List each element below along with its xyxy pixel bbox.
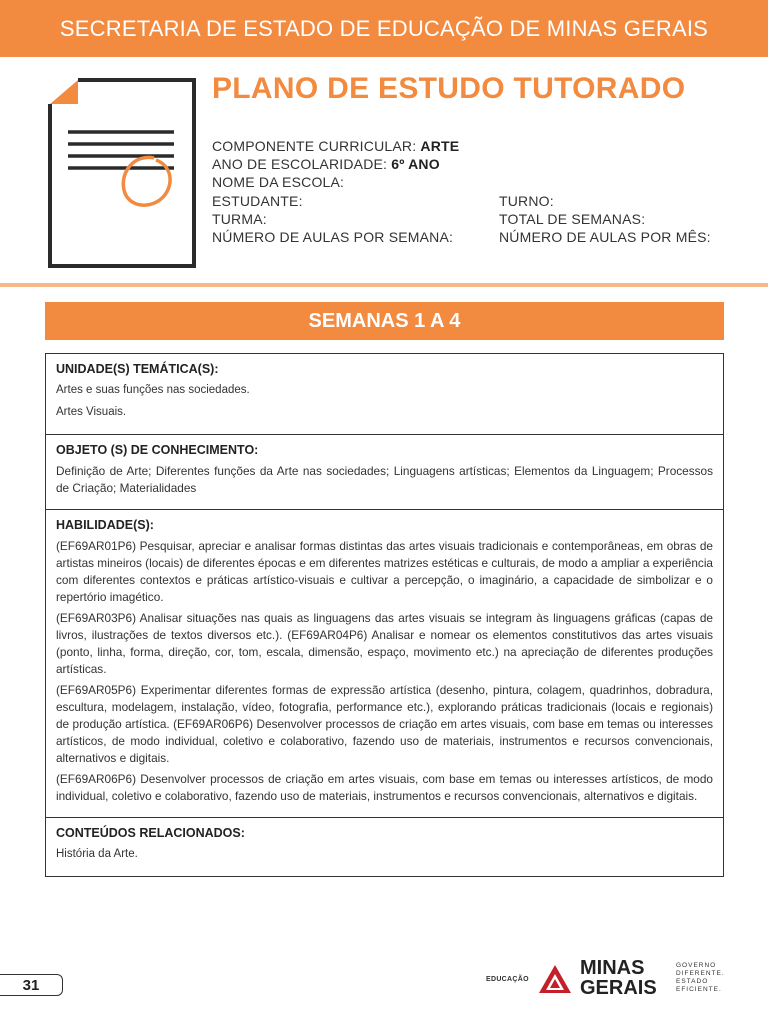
logo-text bbox=[580, 958, 657, 998]
page-title: PLANO DE ESTUDO TUTORADO bbox=[212, 72, 686, 105]
section-divider bbox=[0, 283, 768, 287]
info-componente bbox=[212, 137, 459, 155]
ano-label: ANO DE ESCOLARIDADE: bbox=[212, 156, 392, 172]
logo-line-2: GERAIS bbox=[580, 977, 657, 999]
page-number bbox=[0, 974, 63, 996]
info-escola: NOME DA ESCOLA: bbox=[212, 174, 345, 190]
ano-value: 6º ANO bbox=[391, 156, 440, 172]
unidades-title: UNIDADE(S) TEMÁTICA(S): bbox=[56, 362, 219, 376]
habilidade-paragraph: (EF69AR06P6) Desenvolver processos de criação em artes visuais, com base em temas ou interesses artísticos, de modo individual, coletivo e colaborativo, fazendo uso de materiais, instrumentos e recursos convencionais, alternativos e digitais. bbox=[56, 772, 713, 803]
habilidade-paragraph: (EF69AR05P6) Experimentar diferentes formas de expressão artística (desenho, pintura, colagem, quadrinhos, dobradura, escultura, modelagem, instalação, vídeo, fotografia, performance etc.), explorando práticas tradicionais (locais e regionais) de produção artística. (EF69AR06P6) Desenvolver processos de criação em artes visuais, com base em temas ou interesses artísticos, de modo individual, coletivo e colaborativo, fazendo uso de materiais, instrumentos e recursos convencionais, alternativos e digitais. bbox=[56, 683, 713, 765]
logo-line-1: MINAS bbox=[580, 957, 645, 979]
conteudos-title: CONTEÚDOS RELACIONADOS: bbox=[56, 826, 245, 840]
info-aulas-mes: NÚMERO DE AULAS POR MÊS: bbox=[499, 229, 711, 245]
logo-tagline-line: EFICIENTE. bbox=[676, 986, 722, 993]
section-conteudos bbox=[46, 818, 723, 876]
section-unidades bbox=[46, 354, 723, 435]
habilidades-title: HABILIDADE(S): bbox=[56, 518, 154, 532]
page-number-text: 31 bbox=[22, 976, 40, 994]
header-banner bbox=[0, 0, 768, 57]
logo-tagline-line: GOVERNO bbox=[676, 962, 717, 969]
conteudos-line: História da Arte. bbox=[56, 848, 138, 860]
info-estudante: ESTUDANTE: bbox=[212, 193, 303, 209]
logo-tagline-line: DIFERENTE. bbox=[676, 970, 725, 977]
document-icon bbox=[44, 76, 200, 272]
section-objeto bbox=[46, 435, 723, 510]
info-aulas-semana: NÚMERO DE AULAS POR SEMANA: bbox=[212, 229, 454, 245]
section-habilidades bbox=[46, 510, 723, 818]
content-table bbox=[45, 353, 724, 877]
header-banner-text: SECRETARIA DE ESTADO DE EDUCAÇÃO DE MINAS GERAIS bbox=[59, 15, 709, 41]
unidades-line: Artes Visuais. bbox=[56, 406, 127, 418]
info-turma: TURMA: bbox=[212, 211, 267, 227]
logo-tagline bbox=[676, 962, 725, 994]
componente-value: ARTE bbox=[420, 138, 460, 154]
info-turno: TURNO: bbox=[499, 193, 554, 209]
unidades-line: Artes e suas funções nas sociedades. bbox=[56, 384, 250, 396]
habilidade-paragraph: (EF69AR01P6) Pesquisar, apreciar e analisar formas distintas das artes visuais tradicionais e contemporâneas, em obras de artistas mineiros (locais) de diferentes épocas e em diferentes matrizes estéticas e culturais, de modo a ampliar a experiência com diferentes contextos e práticas artístico-visuais e cultivar a percepção, o imaginário, a capacidade de simbolizar e o repertório imagético. bbox=[56, 539, 713, 604]
info-total-semanas: TOTAL DE SEMANAS: bbox=[499, 211, 646, 227]
weeks-banner-text: SEMANAS 1 A 4 bbox=[308, 309, 461, 332]
componente-label: COMPONENTE CURRICULAR: bbox=[212, 138, 421, 154]
weeks-banner bbox=[45, 302, 724, 340]
education-label: EDUCAÇÃO bbox=[486, 976, 529, 983]
objeto-title: OBJETO (S) DE CONHECIMENTO: bbox=[56, 443, 259, 457]
minas-gerais-logo-mark-icon bbox=[536, 962, 574, 996]
habilidade-paragraph: (EF69AR03P6) Analisar situações nas quais as linguagens das artes visuais se integram às linguagens gráficas (capas de livros, ilustrações de textos diversos etc.). (EF69AR04P6) Analisar e nomear os elementos constitutivos das artes visuais (ponto, linha, forma, direção, cor, tom, escala, dimensão, espaço, movimento etc.) na apreciação de diferentes produções artísticas. bbox=[56, 611, 713, 676]
logo-tagline-line: ESTADO bbox=[676, 978, 709, 985]
info-ano bbox=[212, 155, 440, 173]
objeto-text: Definição de Arte; Diferentes funções da Arte nas sociedades; Linguagens artísticas; Elementos da Linguagem; Processos de Criação; Materialidades bbox=[56, 464, 713, 495]
